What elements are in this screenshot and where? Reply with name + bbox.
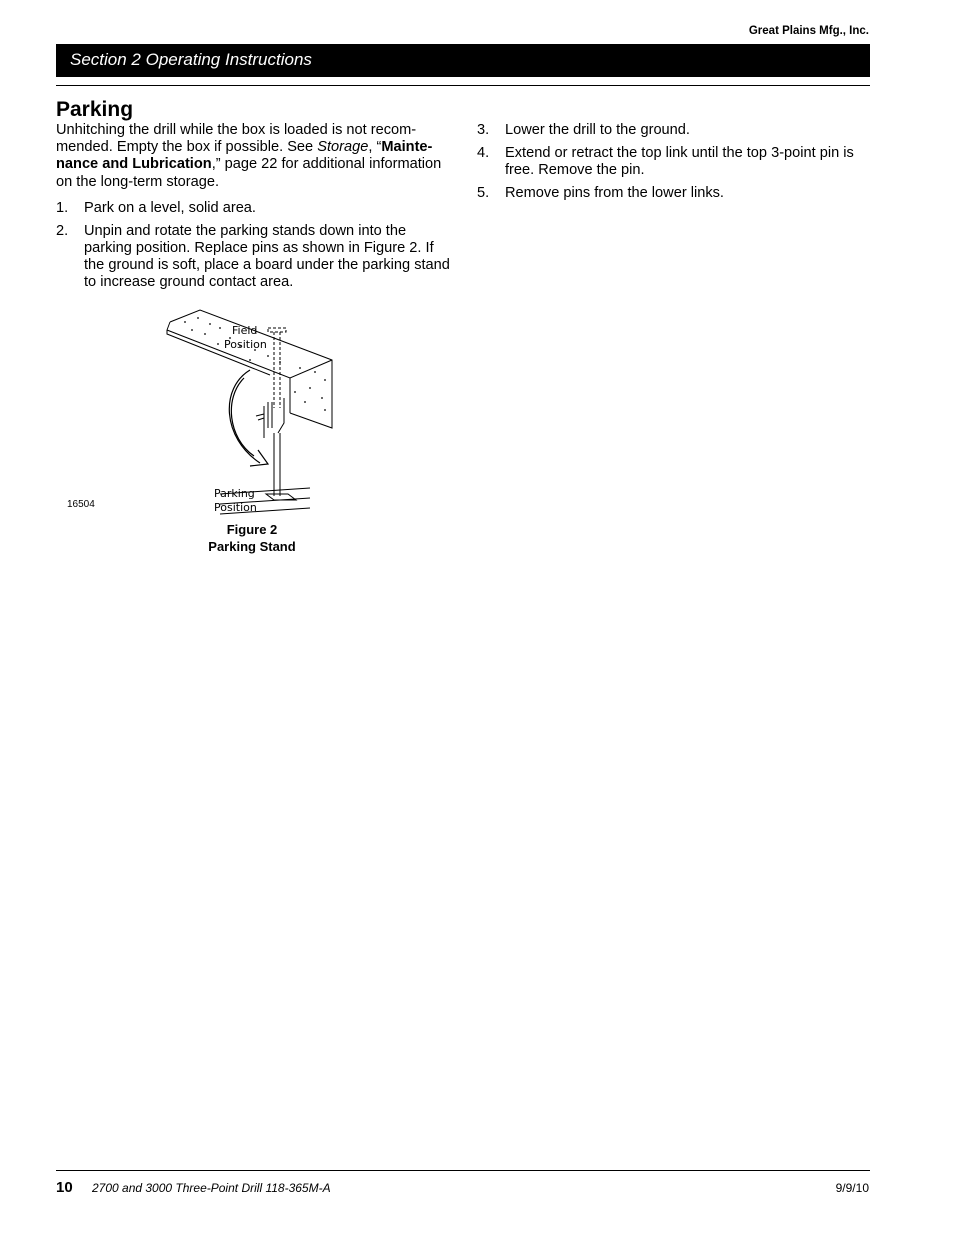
storage-reference: Storage <box>317 139 369 156</box>
parking-label-line2: Position <box>214 501 257 514</box>
intro-paragraph <box>56 122 452 191</box>
step-number: 4. <box>477 144 490 161</box>
parking-label-line1: Parking <box>214 487 255 500</box>
list-item <box>477 185 871 202</box>
step-text: Park on a level, solid area. <box>84 199 256 216</box>
intro-text-1: Unhitching the drill while the box is loaded is not recom-mended. Empty the box if possible. See <box>56 122 417 156</box>
footer-divider <box>56 1170 870 1171</box>
field-label-line1: Field <box>232 324 258 337</box>
list-item <box>56 223 452 292</box>
list-item <box>477 122 871 139</box>
steps-list-right <box>477 122 871 202</box>
figure-id: 16504 <box>67 499 95 510</box>
step-text: Extend or retract the top link until the top 3-point pin is free. Remove the pin. <box>505 144 854 178</box>
page-number: 10 <box>56 1179 73 1196</box>
maintenance-reference: Mainte-nance and Lubrication <box>56 139 433 173</box>
list-item <box>56 200 452 217</box>
field-label-line2: Position <box>224 338 267 351</box>
step-text: Lower the drill to the ground. <box>505 122 690 138</box>
step-number: 3. <box>477 122 490 138</box>
step-number: 5. <box>477 184 490 201</box>
step-number: 1. <box>56 199 69 216</box>
left-column <box>56 122 452 297</box>
intro-text-3: ,” page 22 for additional information on the long-term storage. <box>56 156 442 190</box>
step-text: Unpin and rotate the parking stands down into the parking position. Replace pins as shown in Figure 2. If the ground is soft, place a board under the parking stand to increase ground contact area. <box>84 222 450 291</box>
document-title: 2700 and 3000 Three-Point Drill 118-365M-A <box>92 1181 331 1195</box>
parking-stand-illustration <box>160 298 340 520</box>
parking-heading: Parking <box>56 98 134 121</box>
figure-caption <box>152 521 352 555</box>
step-number: 2. <box>56 222 69 239</box>
list-item <box>477 145 871 179</box>
figure-number: Figure 2 <box>226 522 278 537</box>
steps-list-left <box>56 200 452 292</box>
right-column <box>477 122 871 207</box>
intro-text-2: , “ <box>368 139 382 156</box>
figure-title: Parking Stand <box>208 539 296 554</box>
section-header-bar: Section 2 Operating Instructions <box>56 44 870 77</box>
company-name: Great Plains Mfg., Inc. <box>748 25 869 37</box>
step-text: Remove pins from the lower links. <box>505 184 724 201</box>
header-divider <box>56 85 870 86</box>
document-date: 9/9/10 <box>835 1181 869 1195</box>
